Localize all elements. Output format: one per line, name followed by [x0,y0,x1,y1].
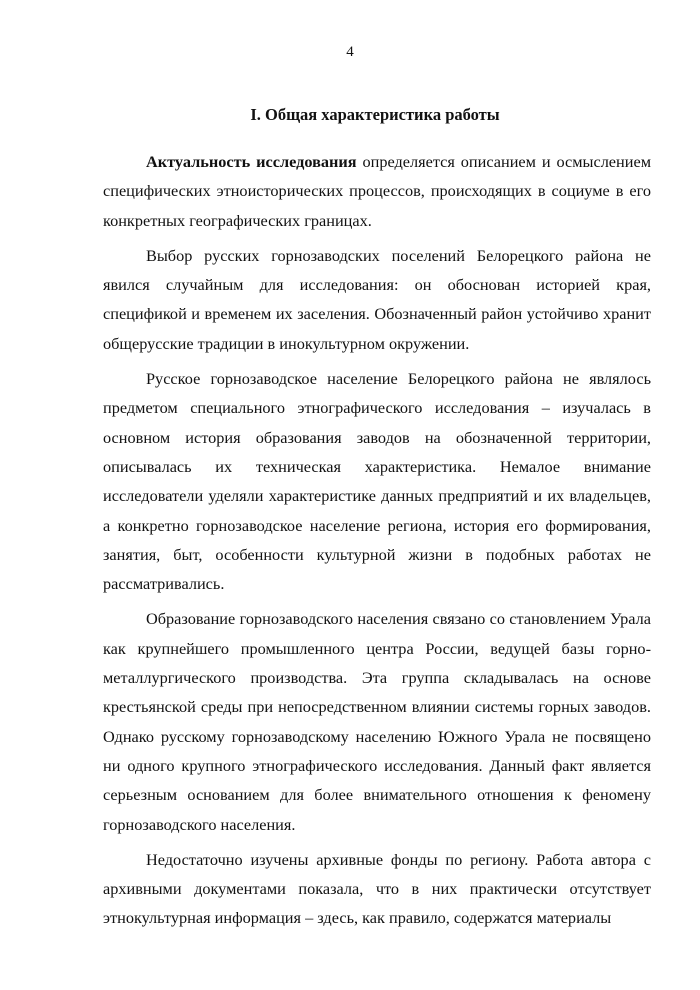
paragraph-text: Образование горнозаводского населения связано со становлением Урала как крупнейшего промышленного центра России, ведущей базы горно-металлургического производства. Эта группа складывалась на основе крестьянской среды при непосредственном влиянии системы горных заводов. Однако русскому горнозаводскому населению Южного Урала не посвящено ни одного крупного этнографического исследования. Данный факт является серьезным основанием для более внимательного отношения к феномену горнозаводского населения. [103,609,651,834]
paragraph-relevance [103,147,651,235]
paragraph-choice [103,241,651,358]
section-title: I. Общая характеристика работы [250,105,500,124]
paragraph-text: Недостаточно изучены архивные фонды по региону. Работа автора с архивными документами показала, что в них практически отсутствует этнокультурная информация – здесь, как правило, содержатся материалы [103,849,651,928]
paragraph-text: определяется описанием и осмыслением специфических этноисторических процессов, происходящих в социуме в его конкретных географических границах. [103,152,651,230]
paragraph-population [103,364,651,598]
paragraph-text: Русское горнозаводское население Белорецкого района не являлось предметом специального этнографического исследования – изучалась в основном история образования заводов на обозначенной территории, описывалась их техническая характеристика. Немалое внимание исследователи уделяли характеристике данных предприятий и их владельцев, а конкретно горнозаводское население региона, история его формирования, занятия, быт, особенности культурной жизни в подобных работах не рассматривались. [103,369,651,594]
paragraph-archives [103,845,651,933]
page-number: 4 [346,44,354,60]
relevance-lead: Актуальность исследования [146,152,357,171]
body-text [103,147,651,939]
paragraph-text: Выбор русских горнозаводских поселений Белорецкого района не явился случайным для исследования: он обоснован историей края, спецификой и временем их заселения. Обозначенный район устойчиво хранит общерусские традиции в инокультурном окружении. [103,245,651,353]
paragraph-formation [103,604,651,838]
